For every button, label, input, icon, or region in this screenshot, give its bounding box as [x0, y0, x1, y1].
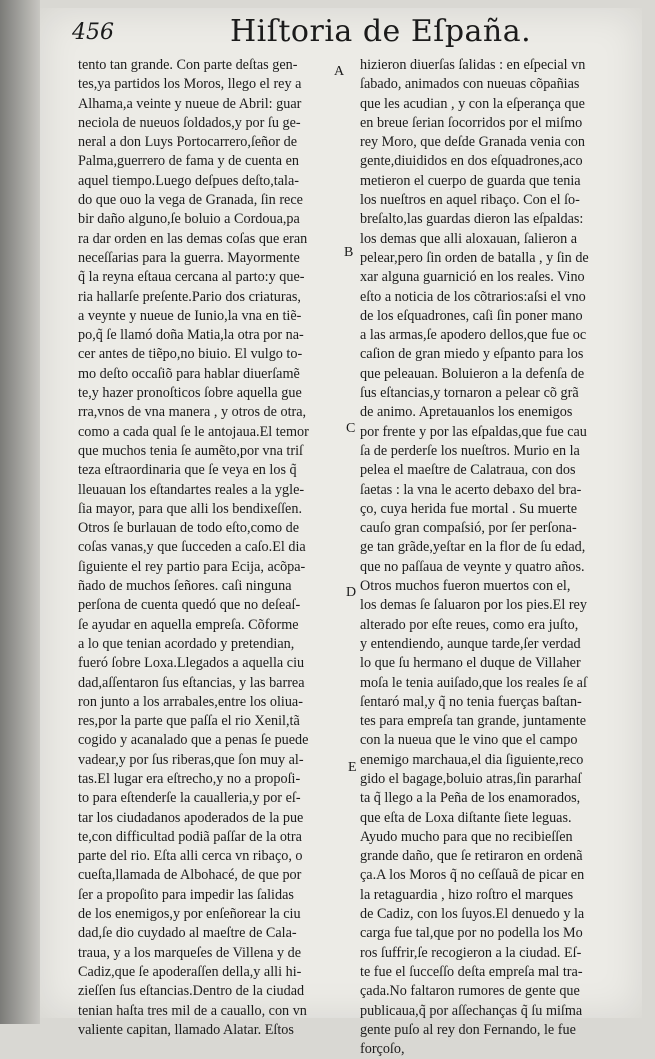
text-line: rey Moro, que deſde Granada venia con	[360, 134, 585, 151]
text-line: hizieron diuerſas ſalidas : en eſpecial vn	[360, 57, 586, 73]
text-line: vadear,y por ſus riberas,que ſon muy al-	[78, 751, 304, 768]
text-line: con la nueua que le vino que el campo	[360, 732, 578, 749]
text-line: que muchos tenia ſe aumẽto,por vna triſ	[78, 442, 303, 459]
text-line: a lo que tenian acordado y pretendian,	[78, 635, 295, 652]
text-line: parte del rio. Eſta alli cerca vn ribaço, o	[78, 848, 303, 865]
text-line: Alhama,a veinte y nueue de Abril: guar	[78, 95, 302, 112]
text-line: lleuauan los eſtandartes reales a la ygle-	[78, 481, 305, 498]
text-line: en breue ſerian ſocorridos por el miſmo	[360, 114, 583, 131]
text-line: ſa de perderſe los nueſtros. Murio en la	[360, 442, 580, 459]
text-line: que peleauan. Boluieron a la defenſa de	[360, 365, 585, 382]
text-line: tes para empreſa tan grande, juntamente	[360, 713, 587, 730]
text-line: res,por la parte que paſſa el rio Xenil,tã	[78, 713, 300, 730]
right-text-column	[360, 56, 642, 1059]
text-line: la retaguardia , hizo roſtro el marques	[360, 886, 574, 903]
text-line: ñado de muchos ſeñores. caſi ninguna	[78, 578, 292, 595]
text-line: Cadiz,que ſe apoderaſſen della,y alli hi-	[78, 963, 302, 980]
text-line: metieron el cuerpo de guarda que tenia	[360, 172, 581, 189]
text-line: cueſta,llamada de Albohacé, de que por	[78, 867, 302, 884]
text-line: ſiguiente el rey partio para Ecija, acõpa-	[78, 558, 306, 575]
text-line: tar los ciudadanos apoderados de la pue	[78, 809, 304, 826]
text-line: y entendiendo, aunque tarde,ſer verdad	[360, 635, 581, 652]
text-line: neral a don Luys Portocarrero,ſeñor de	[78, 134, 298, 151]
text-line: dad,ſe dio cuydado al maeſtre de Cala-	[78, 925, 297, 942]
text-line: cer antes de tiẽpo,no biuio. El vulgo to-	[78, 346, 303, 363]
text-line: xar alguna guarnició en los reales. Vino	[360, 269, 585, 286]
running-title: Hiſtoria de Eſpaña.	[230, 14, 532, 49]
text-line: bir daño alguno,ſe boluio a Cordoua,pa	[78, 211, 300, 228]
text-line: que les acudian , y con la eſperança que	[360, 95, 585, 112]
text-line: de los enemigos,y por enſeñorear la ciu	[78, 906, 301, 923]
text-line: traua, y a los marqueſes de Villena y de	[78, 944, 302, 961]
text-line: çada.No faltaron rumores de gente que	[360, 983, 580, 1000]
text-line: valiente capitan, llamado Alatar. Eſtos	[78, 1021, 294, 1038]
text-line: ſabado, animados con nueuas cõpañias	[360, 76, 580, 93]
text-line: neceſſarias para la guerra. Mayormente	[78, 249, 300, 266]
text-line: cauſo gran compaſsió, por ſer perſona-	[360, 520, 577, 537]
text-line: gente,diuididos en dos eſquadrones,aco	[360, 153, 583, 170]
text-line: ſaetas : la vna le acerto debaxo del bra-	[360, 481, 582, 498]
text-line: te,con difficultad podiã paſſar de la otra	[78, 828, 302, 845]
text-line: neciola de nueuos ſoldados,y por ſu ge-	[78, 114, 301, 131]
text-line: gido el bagage,boluio atras,ſin pararhaſ	[360, 770, 582, 787]
text-line: zieſſen ſus eſtancias.Dentro de la ciudad	[78, 983, 305, 1000]
text-line: mo deſto occaſiõ para hablar diuerſamẽ	[78, 365, 300, 382]
book-page	[40, 8, 642, 1058]
text-line: ço, cuya herida fue mortal . Su muerte	[360, 500, 578, 517]
text-line: moſa le tenia auiſado,que los reales ſe aſ	[360, 674, 587, 691]
text-line: pelear,pero ſin orden de batalla , y ſin de	[360, 249, 589, 266]
text-line: de animo. Apretauanlos los enemigos	[360, 404, 573, 421]
text-line: Otros ſe burlauan de todo eſto,como de	[78, 520, 300, 537]
text-line: ta q̃ llego a la Peña de los enamorados,	[360, 790, 581, 807]
text-line: rra,vnos de vna manera , y otros de otra,	[78, 404, 307, 421]
text-line: ſe ayudar en aquella empreſa. Cõforme	[78, 616, 299, 633]
binding-gutter	[0, 0, 40, 1024]
margin-letter-c: C	[346, 421, 356, 436]
text-line: de los eſquadrones, caſi ſin poner mano	[360, 307, 583, 324]
text-line: que no paſſaua de veynte y quatro años.	[360, 558, 585, 575]
text-line: tas.El lugar era eſtrecho,y no a propoſi-	[78, 770, 301, 787]
text-line: ron junto a los arrabales,entre los oliua-	[78, 693, 303, 710]
text-line: fueró ſobre Loxa.Llegados a aquella ciu	[78, 655, 305, 672]
text-line: to para eſtenderſe la caualleria,y por eſ-	[78, 790, 301, 807]
text-line: carga fue tal,que por no podella los Mo	[360, 925, 583, 942]
text-line: breſalto,las guardas dieron las eſpaldas:	[360, 211, 584, 228]
text-line: grande daño, que ſe retiraron en ordenã	[360, 848, 583, 865]
margin-letter-d: D	[346, 585, 357, 600]
text-line: lo que ſu hermano el duque de Villaher	[360, 655, 581, 672]
text-line: gente puſo al rey don Fernando, le fue	[360, 1021, 576, 1038]
margin-letter-a: A	[334, 64, 345, 79]
text-line: de Cadiz, con los ſuyos.El denuedo y la	[360, 906, 585, 923]
text-line: aquel tiempo.Luego deſpues deſto,tala-	[78, 172, 300, 189]
text-line: como a cada qual ſe le antojaua.El temor	[78, 423, 309, 440]
text-line: Ayudo mucho para que no recibieſſen	[360, 828, 573, 845]
text-line: perſona de cuenta quedó que no deſeaſ-	[78, 597, 301, 614]
text-line: ria hallarſe preſente.Pario dos criaturas,	[78, 288, 301, 305]
text-line: te fue el ſucceſſo deſta empreſa mal tra-	[360, 963, 583, 980]
text-line: forçoſo,	[360, 1041, 405, 1058]
text-line: pelea el maeſtre de Calatraua, con dos	[360, 462, 576, 479]
text-line: tenian haſta tres mil de a cauallo, con vn	[78, 1002, 307, 1019]
text-line: tes,ya partidos los Moros, llego el rey a	[78, 76, 302, 93]
text-line: alterado por eſte reues, como era juſto,	[360, 616, 579, 633]
text-line: publicaua,q̃ por aſſechanças q̃ ſu miſma	[360, 1002, 583, 1019]
text-line: ſia mayor, para que alli los bendixeſſen.	[78, 500, 302, 517]
text-line: Palma,guerrero de fama y de cuenta en	[78, 153, 299, 170]
page-number: 456	[72, 20, 114, 45]
text-line: ça.A los Moros q̃ no ceſſauã de picar en	[360, 867, 585, 884]
text-line: ge tan grãde,yeſtar en la flor de ſu edad,	[360, 539, 586, 556]
text-line: tento tan grande. Con parte deſtas gen-	[78, 57, 298, 73]
text-line: por frente y por las eſpaldas,que fue cau	[360, 423, 587, 440]
text-line: ra dar orden en las demas coſas que eran	[78, 230, 308, 247]
text-line: Otros muchos fueron muertos con el,	[360, 578, 571, 595]
text-line: caſion de gran miedo y eſpanto para los	[360, 346, 584, 363]
text-line: cogido y acanalado que a penas ſe puede	[78, 732, 309, 749]
text-line: coſas vanas,y que ſucceden a caſo.El dia	[78, 539, 306, 556]
text-line: los demas que alli aloxauan, ſalieron a	[360, 230, 578, 247]
text-line: ſus eſtancias,y tornaron a pelear cõ grã	[360, 385, 579, 402]
text-line: eſto a noticia de los cõtrarios:aſsi el vno	[360, 288, 586, 305]
text-line: do que ouo la vega de Granada, ſin rece	[78, 192, 303, 209]
text-line: los demas ſe ſaluaron por los pies.El rey	[360, 597, 587, 614]
page-header	[70, 12, 630, 52]
text-line: enemigo marchaua,el dia ſiguiente,reco	[360, 751, 584, 768]
text-line: teza eſtraordinaria que ſe veya en los q̃	[78, 462, 297, 479]
margin-letter-b: B	[344, 245, 354, 260]
text-line: dad,aſſentaron ſus eſtancias, y las barrea	[78, 674, 305, 691]
text-line: q̃ la reyna eſtaua cercana al parto:y que-	[78, 269, 305, 286]
text-line: a las armas,ſe apodero dellos,que fue oc	[360, 327, 587, 344]
text-line: que eſta de Loxa diſtante ſiete leguas.	[360, 809, 572, 826]
text-line: los nueſtros en aquel ribaço. Con el ſo-	[360, 192, 580, 209]
text-line: ſentaró mal,y q̃ no tenia fuerças baſtan-	[360, 693, 582, 710]
text-line: te,y hazer pronoſticos ſobre aquella gue	[78, 385, 302, 402]
text-line: a veynte y nueue de Iunio,la vna en tiẽ-	[78, 307, 302, 324]
text-line: po,q̃ ſe llamó doña Matia,la otra por na-	[78, 327, 304, 344]
text-line: ſer a propoſito para impedir las ſalidas	[78, 886, 294, 903]
margin-letter-e: E	[348, 760, 357, 775]
left-text-column	[78, 56, 360, 1040]
text-line: ros ſuffrir,ſe recogieron a la ciudad. Eſ-	[360, 944, 582, 961]
